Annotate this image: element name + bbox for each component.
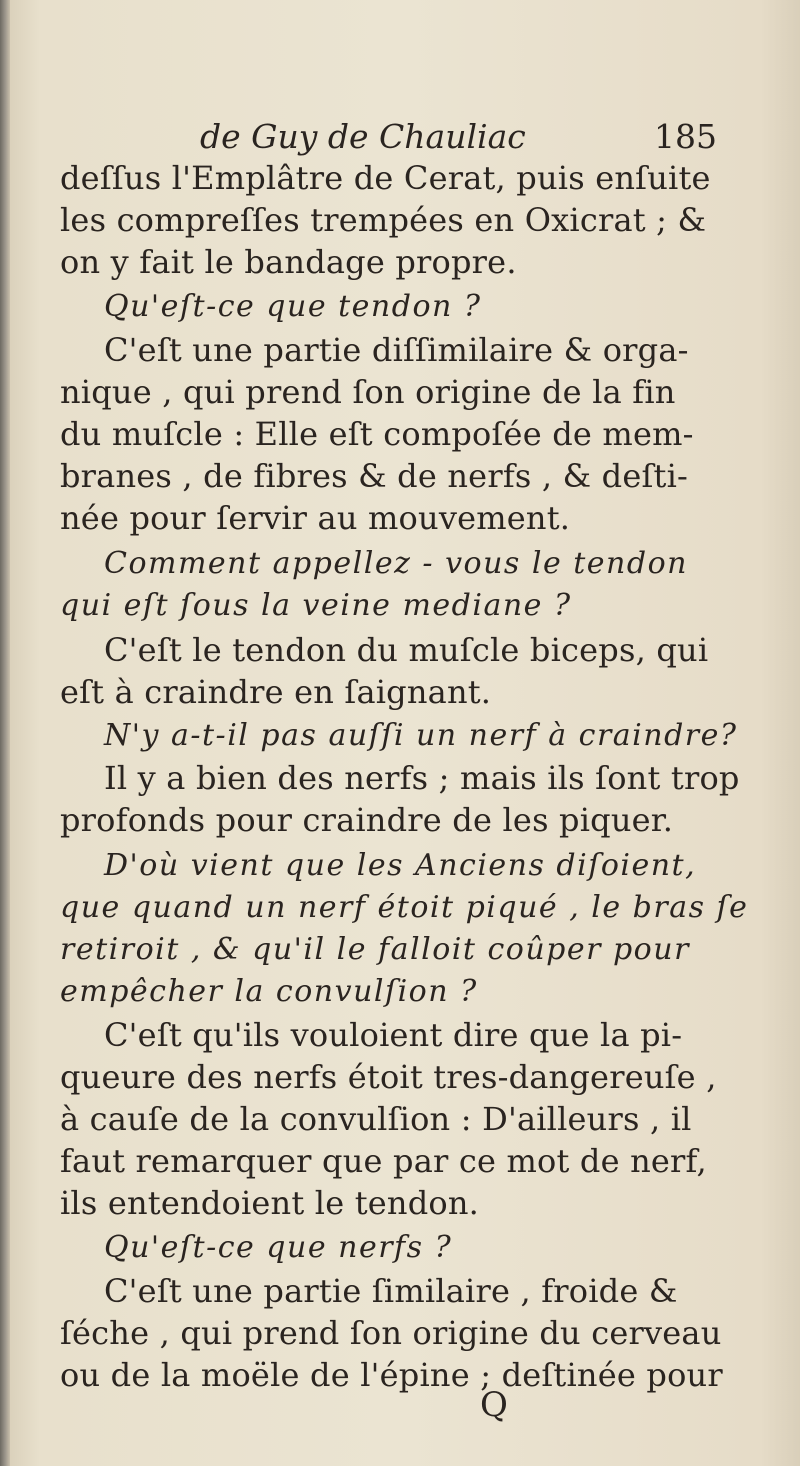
text-line: nique , qui prend ſon origine de la fin	[60, 373, 676, 411]
question-line: N'y a-t-il pas auſſi un nerf à craindre?	[104, 718, 738, 753]
page-number: 185	[654, 117, 717, 156]
text-line: C'eſt une partie ſimilaire , froide &	[104, 1272, 678, 1310]
text-line: queure des nerfs étoit tres-dangereuſe ,	[60, 1058, 717, 1096]
catchword: Q	[480, 1385, 508, 1425]
question-line: que quand un nerf étoit piqué , le bras ſe	[60, 890, 749, 925]
question-line: empêcher la convulſion ?	[60, 974, 478, 1009]
question-line: D'où vient que les Anciens diſoient,	[104, 848, 697, 883]
text-line: Il y a bien des nerfs ; mais ils ſont trop	[104, 759, 740, 797]
text-line: eſt à craindre en ſaignant.	[60, 673, 492, 711]
text-line: deſſus l'Emplâtre de Cerat, puis enſuite	[60, 159, 711, 197]
text-line: profonds pour craindre de les piquer.	[60, 801, 674, 839]
running-head	[0, 112, 800, 162]
question-line: Comment appellez - vous le tendon	[104, 546, 688, 581]
text-line: on y fait le bandage propre.	[60, 243, 517, 281]
binding-edge	[0, 0, 10, 1466]
text-line: C'eſt une partie diſſimilaire & orga-	[104, 331, 689, 369]
text-line: C'eſt qu'ils vouloient dire que la pi-	[104, 1016, 683, 1054]
text-line: du muſcle : Elle eſt compoſée de mem-	[60, 415, 694, 453]
question-line: Qu'eſt-ce que nerfs ?	[104, 1230, 453, 1265]
text-line: ou de la moële de l'épine ; deſtinée pour	[60, 1356, 723, 1394]
text-line: faut remarquer que par ce mot de nerf,	[60, 1142, 707, 1180]
text-line: branes , de fibres & de nerfs , & deſti-	[60, 457, 689, 495]
question-line: qui eſt ſous la veine mediane ?	[60, 588, 572, 623]
question-line: Qu'eſt-ce que tendon ?	[104, 289, 482, 324]
text-line: les compreſſes trempées en Oxicrat ; &	[60, 201, 707, 239]
running-title: de Guy de Chauliac	[200, 117, 526, 156]
text-line: à cauſe de la convulſion : D'ailleurs , il	[60, 1100, 692, 1138]
text-line: née pour ſervir au mouvement.	[60, 499, 571, 537]
question-line: retiroit , & qu'il le falloit coûper pour	[60, 932, 690, 967]
text-line: C'eſt le tendon du muſcle biceps, qui	[104, 631, 709, 669]
text-line: ſéche , qui prend ſon origine du cerveau	[60, 1314, 722, 1352]
text-line: ils entendoient le tendon.	[60, 1184, 480, 1222]
